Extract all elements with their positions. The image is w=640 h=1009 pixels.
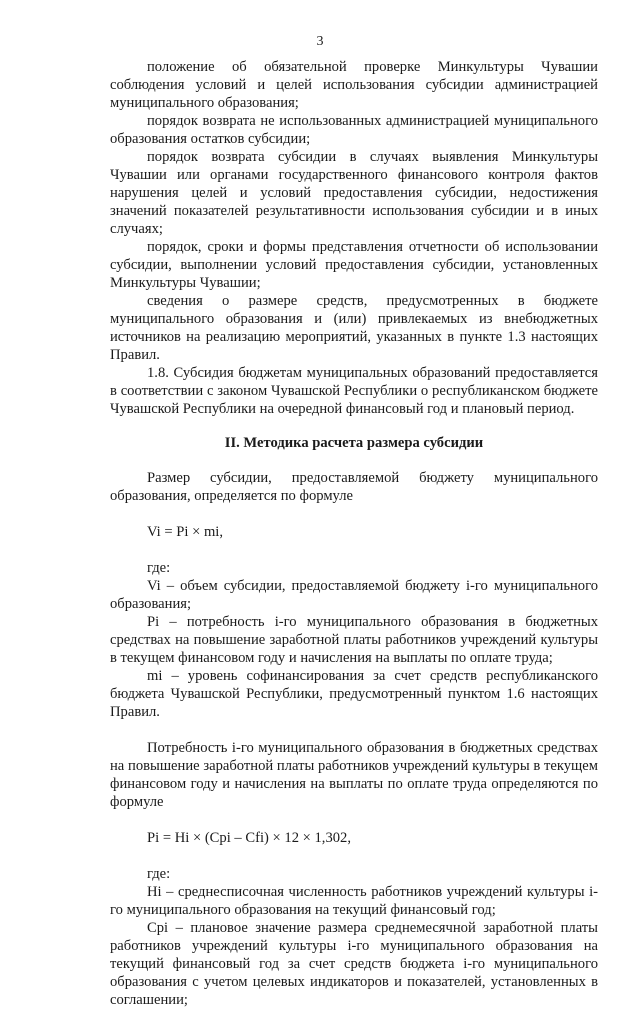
paragraph: 1.8. Субсидия бюджетам муниципальных образований предоставляется в соответствии с законом Чувашской Республики о республиканском бюджете Чувашской Республики на очередной финансовый год и плановый период. [110,365,598,417]
paragraph: положение об обязательной проверке Минкультуры Чувашии соблюдения условий и целей использования субсидии администрацией муниципального образования; [110,59,598,111]
definition-item: Cpi – плановое значение размера среднемесячной заработной платы работников учреждений культуры i-го муниципального образования на текущий финансовый год за счет средств бюджета i-го муниципального образования с учетом целевых индикаторов и показателей, установленных в соглашении; [110,920,598,1008]
definition-item: Pi – потребность i-го муниципального образования в бюджетных средствах на повышение заработной платы работников учреждений культуры в текущем финансовом году и начисления на выплаты по оплате труда; [110,614,598,666]
definition-item: Vi – объем субсидии, предоставляемой бюджету i-го муниципального образования; [110,578,598,612]
page-number: 3 [316,34,324,49]
paragraph: порядок возврата субсидии в случаях выявления Минкультуры Чувашии или органами государственного финансового контроля фактов нарушения целей и условий предоставления субсидии, недостижения значений показателей результативности использования субсидии и в иных случаях; [110,149,598,237]
paragraph: порядок, сроки и формы представления отчетности об использовании субсидии, выполнении условий предоставления субсидии, установленных Минкультуры Чувашии; [110,239,598,291]
paragraph: сведения о размере средств, предусмотренных в бюджете муниципального образования и (или) привлекаемых из внебюджетных источников на реализацию мероприятий, указанных в пункте 1.3 настоящих Правил. [110,293,598,363]
where-label: где: [147,866,171,882]
paragraph: Потребность i-го муниципального образования в бюджетных средствах на повышение заработной платы работников учреждений культуры в текущем финансовом году и начисления на выплаты по оплате труда определяются по формуле [110,740,598,810]
formula-subsidy: Vi = Pi × mi, [147,524,223,540]
definition-item: Hi – среднесписочная численность работников учреждений культуры i-го муниципального образования на текущий финансовый год; [110,884,598,918]
section-title: II. Методика расчета размера субсидии [224,435,484,451]
definition-item: mi – уровень софинансирования за счет средств республиканского бюджета Чувашской Республики, предусмотренный пунктом 1.6 настоящих Правил. [110,668,598,720]
where-label: где: [147,560,171,576]
intro-paragraph: Размер субсидии, предоставляемой бюджету муниципального образования, определяется по формуле [110,470,598,504]
paragraph: порядок возврата не использованных администрацией муниципального образования остатков субсидии; [110,113,598,147]
formula-need: Pi = Hi × (Cpi – Cfi) × 12 × 1,302, [147,830,351,846]
document-body [110,58,598,1009]
